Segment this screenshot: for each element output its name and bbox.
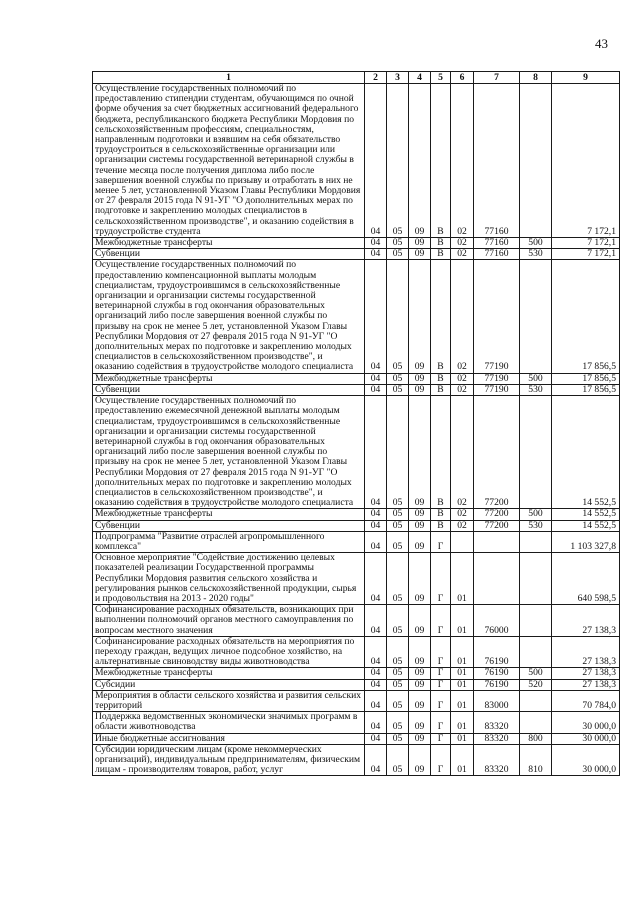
code-3-cell: 05 [387, 260, 409, 373]
code-6-cell: 02 [451, 373, 474, 384]
code-5-cell: Г [431, 531, 451, 552]
amount-cell: 640 598,5 [552, 553, 620, 605]
amount-cell: 7 172,1 [552, 238, 620, 249]
header-cell: 7 [474, 72, 520, 84]
code-6-cell: 02 [451, 238, 474, 249]
code-6-cell: 02 [451, 520, 474, 531]
code-8-cell [520, 690, 552, 711]
code-2-cell: 04 [365, 509, 387, 520]
code-8-cell: 530 [520, 384, 552, 395]
code-6-cell: 01 [451, 690, 474, 711]
table-row [93, 249, 620, 260]
code-6-cell: 01 [451, 636, 474, 668]
code-5-cell: Г [431, 679, 451, 690]
code-8-cell: 500 [520, 509, 552, 520]
table-row [93, 238, 620, 249]
table-row [93, 744, 620, 776]
code-7-cell: 77190 [474, 384, 520, 395]
code-5-cell: Г [431, 744, 451, 776]
code-8-cell [520, 712, 552, 733]
code-2-cell: 04 [365, 531, 387, 552]
code-3-cell: 05 [387, 238, 409, 249]
code-8-cell: 530 [520, 249, 552, 260]
code-3-cell: 05 [387, 373, 409, 384]
amount-cell: 30 000,0 [552, 744, 620, 776]
amount-cell: 27 138,3 [552, 605, 620, 637]
code-4-cell: 09 [409, 712, 431, 733]
code-8-cell: 500 [520, 373, 552, 384]
code-4-cell: 09 [409, 238, 431, 249]
code-8-cell: 810 [520, 744, 552, 776]
table-row [93, 396, 620, 509]
code-4-cell: 09 [409, 531, 431, 552]
code-3-cell: 05 [387, 396, 409, 509]
code-8-cell [520, 553, 552, 605]
code-3-cell: 05 [387, 679, 409, 690]
code-2-cell: 04 [365, 373, 387, 384]
code-5-cell: В [431, 238, 451, 249]
code-7-cell: 83320 [474, 744, 520, 776]
code-6-cell: 02 [451, 396, 474, 509]
code-3-cell: 05 [387, 84, 409, 238]
code-4-cell: 09 [409, 744, 431, 776]
code-4-cell: 09 [409, 384, 431, 395]
code-2-cell: 04 [365, 520, 387, 531]
amount-cell: 7 172,1 [552, 249, 620, 260]
header-cell: 2 [365, 72, 387, 84]
code-6-cell: 01 [451, 712, 474, 733]
code-8-cell: 500 [520, 668, 552, 679]
table-row [93, 679, 620, 690]
code-7-cell: 76000 [474, 605, 520, 637]
code-3-cell: 05 [387, 520, 409, 531]
code-3-cell: 05 [387, 668, 409, 679]
code-6-cell: 01 [451, 679, 474, 690]
code-7-cell: 77200 [474, 520, 520, 531]
code-4-cell: 09 [409, 679, 431, 690]
code-3-cell: 05 [387, 605, 409, 637]
code-8-cell [520, 605, 552, 637]
table-row [93, 636, 620, 668]
code-8-cell [520, 260, 552, 373]
code-4-cell: 09 [409, 373, 431, 384]
row-name-cell: Софинансирование расходных обязательств на мероприятия по переходу граждан, ведущих личное подсобное хозяйство, на альтернативные свиноводству виды животноводства [93, 636, 365, 668]
code-2-cell: 04 [365, 384, 387, 395]
header-cell: 8 [520, 72, 552, 84]
code-7-cell: 77200 [474, 509, 520, 520]
code-6-cell: 02 [451, 249, 474, 260]
code-2-cell: 04 [365, 668, 387, 679]
amount-cell: 14 552,5 [552, 509, 620, 520]
code-5-cell: Г [431, 733, 451, 744]
table-row [93, 668, 620, 679]
row-name-cell: Осуществление государственных полномочий по предоставлению стипендии студентам, обучающимся по очной форме обучения за счет бюджетных ассигнований федерального бюджета, республиканского бюджета Республики Мордовия по сельскохозяйственным профессиям, специальностям, направленным подготовки и взявшим на себя обязательство трудоустроиться в сельскохозяйственные организации или организации системы государственной ветеринарной службы в течение месяца после получения диплома либо после завершения военной службы по призыву и отработать в них не менее 5 лет, установленной Указом Главы Республики Мордовия от 27 февраля 2015 года N 91-УГ "О дополнительных мерах по подготовке и закреплению молодых специалистов в сельскохозяйственном производстве", и оказанию содействия в трудоустройстве студента [93, 84, 365, 238]
code-4-cell: 09 [409, 396, 431, 509]
code-2-cell: 04 [365, 690, 387, 711]
code-5-cell: Г [431, 553, 451, 605]
code-4-cell: 09 [409, 668, 431, 679]
code-2-cell: 04 [365, 238, 387, 249]
code-5-cell: Г [431, 690, 451, 711]
row-name-cell: Межбюджетные трансферты [93, 509, 365, 520]
code-5-cell: В [431, 249, 451, 260]
code-6-cell: 02 [451, 384, 474, 395]
code-3-cell: 05 [387, 249, 409, 260]
page-number: 43 [595, 36, 608, 51]
code-5-cell: В [431, 260, 451, 373]
amount-cell: 27 138,3 [552, 668, 620, 679]
code-3-cell: 05 [387, 690, 409, 711]
row-name-cell: Софинансирование расходных обязательств, возникающих при выполнении полномочий органов местного самоуправления по вопросам местного значения [93, 605, 365, 637]
code-4-cell: 09 [409, 84, 431, 238]
row-name-cell: Субвенции [93, 384, 365, 395]
header-cell: 1 [93, 72, 365, 84]
row-name-cell: Межбюджетные трансферты [93, 373, 365, 384]
code-2-cell: 04 [365, 679, 387, 690]
table-row [93, 384, 620, 395]
code-4-cell: 09 [409, 260, 431, 373]
amount-cell: 17 856,5 [552, 260, 620, 373]
code-8-cell: 520 [520, 679, 552, 690]
table-row [93, 260, 620, 373]
code-6-cell: 02 [451, 260, 474, 373]
row-name-cell: Подпрограмма "Развитие отраслей агропромышленного комплекса" [93, 531, 365, 552]
table-row [93, 531, 620, 552]
code-7-cell: 77200 [474, 396, 520, 509]
code-2-cell: 04 [365, 636, 387, 668]
code-7-cell: 83000 [474, 690, 520, 711]
code-3-cell: 05 [387, 636, 409, 668]
code-5-cell: В [431, 384, 451, 395]
row-name-cell: Поддержка ведомственных экономически значимых программ в области животноводства [93, 712, 365, 733]
row-name-cell: Иные бюджетные ассигнования [93, 733, 365, 744]
code-7-cell: 77190 [474, 260, 520, 373]
code-5-cell: В [431, 396, 451, 509]
code-6-cell: 02 [451, 509, 474, 520]
code-5-cell: В [431, 373, 451, 384]
code-3-cell: 05 [387, 553, 409, 605]
code-8-cell [520, 531, 552, 552]
code-2-cell: 04 [365, 84, 387, 238]
code-8-cell [520, 84, 552, 238]
code-3-cell: 05 [387, 509, 409, 520]
code-8-cell [520, 636, 552, 668]
code-5-cell: В [431, 520, 451, 531]
row-name-cell: Осуществление государственных полномочий по предоставлению ежемесячной денежной выплаты молодым специалистам, трудоустроившимся в сельскохозяйственные организации и организации системы государственной ветеринарной службы в год окончания образовательных организаций либо после завершения военной службы по призыву на срок не менее 5 лет, установленной Указом Главы Республики Мордовия от 27 февраля 2015 года N 91-УГ "О дополнительных мерах по подготовке и закреплению молодых специалистов в сельскохозяйственном производстве", и оказанию содействия в трудоустройстве молодого специалиста [93, 396, 365, 509]
code-5-cell: Г [431, 712, 451, 733]
table-row [93, 712, 620, 733]
row-name-cell: Межбюджетные трансферты [93, 238, 365, 249]
code-6-cell: 01 [451, 605, 474, 637]
code-8-cell [520, 396, 552, 509]
code-3-cell: 05 [387, 384, 409, 395]
header-cell: 5 [431, 72, 451, 84]
code-5-cell: Г [431, 668, 451, 679]
amount-cell: 17 856,5 [552, 384, 620, 395]
budget-table [92, 71, 620, 776]
table-row [93, 373, 620, 384]
row-name-cell: Осуществление государственных полномочий по предоставлению компенсационной выплаты молодым специалистам, трудоустроившимся в сельскохозяйственные организации и организации системы государственной ветеринарной службы в год окончания образовательных организаций либо после завершения военной службы по призыву на срок не менее 5 лет, установленной Указом Главы Республики Мордовия от 27 февраля 2015 года N 91-УГ "О дополнительных мерах по подготовке и закреплению молодых специалистов в сельскохозяйственном производстве", и оказанию содействия в трудоустройстве молодого специалиста [93, 260, 365, 373]
header-cell: 4 [409, 72, 431, 84]
code-7-cell: 76190 [474, 679, 520, 690]
code-5-cell: Г [431, 605, 451, 637]
table-row [93, 733, 620, 744]
code-7-cell: 77190 [474, 373, 520, 384]
amount-cell: 27 138,3 [552, 636, 620, 668]
table-row [93, 553, 620, 605]
code-2-cell: 04 [365, 260, 387, 373]
code-4-cell: 09 [409, 509, 431, 520]
amount-cell: 14 552,5 [552, 396, 620, 509]
code-5-cell: В [431, 84, 451, 238]
header-cell: 3 [387, 72, 409, 84]
code-6-cell [451, 531, 474, 552]
code-7-cell: 77160 [474, 84, 520, 238]
code-5-cell: Г [431, 636, 451, 668]
table-row [93, 84, 620, 238]
code-6-cell: 01 [451, 744, 474, 776]
code-7-cell [474, 553, 520, 605]
amount-cell: 27 138,3 [552, 679, 620, 690]
code-4-cell: 09 [409, 520, 431, 531]
code-4-cell: 09 [409, 553, 431, 605]
code-3-cell: 05 [387, 531, 409, 552]
code-6-cell: 01 [451, 733, 474, 744]
row-name-cell: Мероприятия в области сельского хозяйства и развития сельских территорий [93, 690, 365, 711]
code-7-cell: 77160 [474, 238, 520, 249]
row-name-cell: Субвенции [93, 249, 365, 260]
code-4-cell: 09 [409, 733, 431, 744]
amount-cell: 30 000,0 [552, 733, 620, 744]
code-6-cell: 01 [451, 553, 474, 605]
table-row [93, 520, 620, 531]
amount-cell: 1 103 327,8 [552, 531, 620, 552]
code-5-cell: В [431, 509, 451, 520]
code-7-cell: 77160 [474, 249, 520, 260]
code-4-cell: 09 [409, 249, 431, 260]
code-2-cell: 04 [365, 249, 387, 260]
code-2-cell: 04 [365, 605, 387, 637]
header-cell: 9 [552, 72, 620, 84]
code-8-cell: 500 [520, 238, 552, 249]
code-4-cell: 09 [409, 690, 431, 711]
amount-cell: 14 552,5 [552, 520, 620, 531]
header-row [93, 72, 620, 84]
code-3-cell: 05 [387, 733, 409, 744]
amount-cell: 30 000,0 [552, 712, 620, 733]
code-6-cell: 02 [451, 84, 474, 238]
code-2-cell: 04 [365, 733, 387, 744]
amount-cell: 7 172,1 [552, 84, 620, 238]
row-name-cell: Субсидии юридическим лицам (кроме некоммерческих организаций), индивидуальным предпринимателям, физическим лицам - производителям товаров, работ, услуг [93, 744, 365, 776]
code-7-cell: 83320 [474, 712, 520, 733]
header-cell: 6 [451, 72, 474, 84]
code-7-cell: 76190 [474, 668, 520, 679]
amount-cell: 17 856,5 [552, 373, 620, 384]
amount-cell: 70 784,0 [552, 690, 620, 711]
row-name-cell: Субсидии [93, 679, 365, 690]
code-3-cell: 05 [387, 712, 409, 733]
row-name-cell: Основное мероприятие "Содействие достижению целевых показателей реализации Государственной программы Республики Мордовия развития сельского хозяйства и регулирования рынков сельскохозяйственной продукции, сырья и продовольствия на 2013 - 2020 годы" [93, 553, 365, 605]
code-7-cell: 83320 [474, 733, 520, 744]
code-6-cell: 01 [451, 668, 474, 679]
table-row [93, 509, 620, 520]
code-4-cell: 09 [409, 636, 431, 668]
code-8-cell: 800 [520, 733, 552, 744]
row-name-cell: Субвенции [93, 520, 365, 531]
code-4-cell: 09 [409, 605, 431, 637]
code-2-cell: 04 [365, 744, 387, 776]
table-row [93, 690, 620, 711]
code-7-cell [474, 531, 520, 552]
code-2-cell: 04 [365, 396, 387, 509]
row-name-cell: Межбюджетные трансферты [93, 668, 365, 679]
table-row [93, 605, 620, 637]
code-8-cell: 530 [520, 520, 552, 531]
code-3-cell: 05 [387, 744, 409, 776]
code-7-cell: 76190 [474, 636, 520, 668]
code-2-cell: 04 [365, 553, 387, 605]
code-2-cell: 04 [365, 712, 387, 733]
